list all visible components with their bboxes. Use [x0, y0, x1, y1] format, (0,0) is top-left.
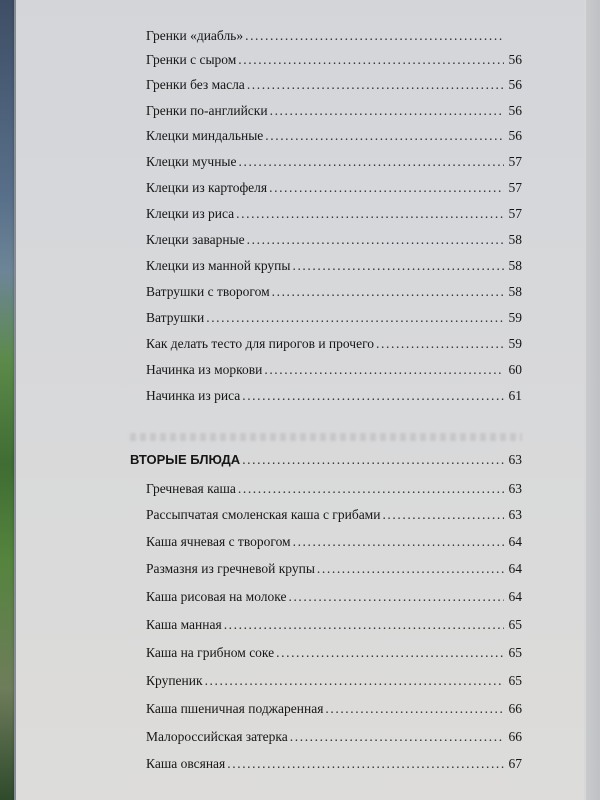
leader-dots	[265, 128, 504, 144]
toc-entry	[146, 534, 522, 550]
toc-entry-title: Клецки из манной крупы	[146, 258, 291, 273]
leader-dots	[276, 645, 504, 661]
toc-entry	[146, 232, 522, 248]
toc-entry-page: 59	[508, 310, 522, 325]
toc-entry-title: Каша пшеничная поджаренная	[146, 701, 324, 716]
toc-entry	[146, 481, 522, 497]
leader-dots	[288, 589, 504, 605]
toc-entry-page: 64	[508, 534, 522, 549]
section-heading-title: ВТОРЫЕ БЛЮДА	[130, 452, 241, 467]
leader-dots	[290, 729, 504, 745]
toc-entry-title: Клецки из риса	[146, 206, 235, 221]
toc-entry-page: 60	[508, 362, 522, 377]
leader-dots	[325, 701, 504, 717]
leader-dots	[376, 336, 504, 352]
toc-entry	[146, 388, 522, 404]
leader-dots	[224, 617, 504, 633]
leader-dots	[242, 388, 504, 404]
toc-entry-page: 67	[508, 756, 522, 771]
toc-entry-title: Крупеник	[146, 673, 203, 688]
toc-entry-page: 56	[508, 77, 522, 92]
toc-entry-page: 64	[508, 589, 522, 604]
toc-entry	[146, 645, 522, 661]
leader-dots	[239, 154, 505, 170]
toc-entry-title: Размазня из гречневой крупы	[146, 561, 315, 576]
toc-entry-page: 65	[508, 645, 522, 660]
toc-entry-title: Клецки мучные	[146, 154, 237, 169]
toc-entry-title: Как делать тесто для пирогов и прочего	[146, 336, 375, 351]
toc-entry-title: Каша рисовая на молоке	[146, 589, 287, 604]
leader-dots	[206, 310, 504, 326]
toc-entry-title: Гренки по-английски	[146, 103, 268, 118]
toc-entry-title: Гречневая каша	[146, 481, 236, 496]
toc-entry-title: Гренки с сыром	[146, 52, 237, 67]
leader-dots	[247, 77, 504, 93]
leader-dots	[264, 362, 504, 378]
leader-dots	[272, 284, 504, 300]
toc-entry-page: 66	[508, 701, 522, 716]
toc-entry	[146, 336, 522, 352]
toc-entry	[146, 103, 522, 119]
toc-entry-title: Клецки миндальные	[146, 128, 264, 143]
leader-dots	[270, 103, 504, 119]
toc-entry	[146, 701, 522, 717]
toc-entry	[146, 729, 522, 745]
toc-entry	[146, 77, 522, 93]
toc-section-heading	[130, 452, 522, 468]
toc-entry-page: 63	[508, 481, 522, 496]
toc-entry-page: 63	[508, 507, 522, 522]
leader-dots	[382, 507, 504, 523]
toc-entry-page: 57	[508, 154, 522, 169]
toc-entry	[146, 617, 522, 633]
toc-entry-title: Каша манная	[146, 617, 222, 632]
toc-entry-title: Клецки из картофеля	[146, 180, 268, 195]
toc-entry	[146, 52, 522, 68]
toc-entry	[146, 507, 522, 523]
toc-entry-title: Гренки «диабль»	[146, 28, 244, 43]
toc-entry-page: 64	[508, 561, 522, 576]
toc-entry-title: Гренки без масла	[146, 77, 245, 92]
toc-entry-title: Начинка из риса	[146, 388, 241, 403]
toc-entry	[146, 589, 522, 605]
leader-dots	[293, 534, 504, 550]
toc-entry-page: 58	[508, 284, 522, 299]
toc-entry	[146, 310, 522, 326]
toc-entry-page: 66	[508, 729, 522, 744]
leader-dots	[317, 561, 504, 577]
toc-entry-title: Каша ячневая с творогом	[146, 534, 291, 549]
toc-entry	[146, 206, 522, 222]
leader-dots	[205, 673, 504, 689]
leader-dots	[238, 52, 504, 68]
toc-entry	[146, 258, 522, 274]
toc-entry	[146, 28, 522, 44]
leader-dots	[236, 206, 504, 222]
toc-entry-page: 65	[508, 617, 522, 632]
toc-entry	[146, 154, 522, 170]
leader-dots	[292, 258, 504, 274]
toc-entry-title: Ватрушки с творогом	[146, 284, 270, 299]
leader-dots	[269, 180, 504, 196]
toc-entry-page: 65	[508, 673, 522, 688]
leader-dots	[238, 481, 504, 497]
toc-entry-page: 61	[508, 388, 522, 403]
toc-entry	[146, 673, 522, 689]
toc-entry	[146, 756, 522, 772]
toc-entry	[146, 284, 522, 300]
toc-entry-title: Клецки заварные	[146, 232, 245, 247]
leader-dots	[245, 28, 504, 44]
toc-entry-title: Каша на грибном соке	[146, 645, 275, 660]
toc-entry-title: Ватрушки	[146, 310, 205, 325]
section-heading-page: 63	[508, 452, 522, 467]
toc-entry-title: Малороссийская затерка	[146, 729, 288, 744]
toc-entry-title: Каша овсяная	[146, 756, 226, 771]
leader-dots	[242, 452, 504, 468]
toc-entry-title: Рассыпчатая смоленская каша с грибами	[146, 507, 381, 522]
toc-entry-page: 57	[508, 180, 522, 195]
toc-entry	[146, 180, 522, 196]
toc-entry-title: Начинка из моркови	[146, 362, 263, 377]
toc-entry	[146, 362, 522, 378]
toc-entry	[146, 128, 522, 144]
toc-entry-page: 56	[508, 52, 522, 67]
toc-entry-page: 59	[508, 336, 522, 351]
toc-entry-page: 58	[508, 232, 522, 247]
toc-entry-page: 57	[508, 206, 522, 221]
toc-entry-page: 56	[508, 103, 522, 118]
leader-dots	[247, 232, 504, 248]
toc-entry-page: 58	[508, 258, 522, 273]
toc-entry-page: 56	[508, 128, 522, 143]
leader-dots	[227, 756, 504, 772]
toc-entry	[146, 561, 522, 577]
